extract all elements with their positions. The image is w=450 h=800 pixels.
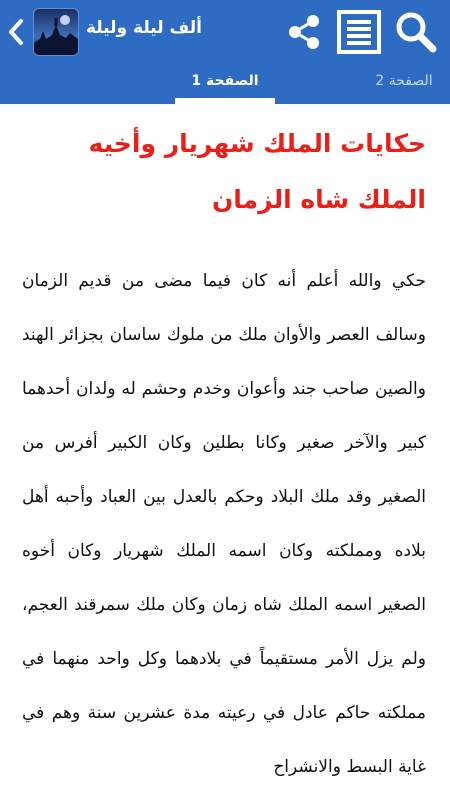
app-logo[interactable] — [34, 9, 78, 55]
tab-page-1[interactable]: الصفحة 1 — [191, 73, 259, 89]
page-tabs — [0, 64, 450, 104]
list-menu-icon[interactable] — [336, 9, 382, 55]
search-icon[interactable] — [392, 8, 440, 56]
article-heading: حكايات الملك شهريار وأخيه الملك شاه الزمان — [88, 129, 426, 214]
chevron-left-icon[interactable] — [6, 16, 26, 48]
app-title: ألف ليلة وليلة — [85, 18, 202, 38]
app-toolbar — [0, 0, 450, 64]
tab-page-2[interactable]: الصفحة 2 — [375, 73, 433, 89]
share-icon[interactable] — [283, 11, 325, 53]
article-content[interactable] — [0, 104, 450, 800]
article-body: حكي والله أعلم أنه كان فيما مضى من قديم الزمان وسالف العصر والأوان ملك من ملوك ساسان بجزائر الهند والصين صاحب جند وأعوان وخدم وحشم له ولدان أحدهما كبير والآخر صغير وكانا بطلين وكان الكبير أفرس من الصغير وقد ملك البلاد وحكم بالعدل بين العباد وأحبه أهل بلاده ومملكته وكان اسمه الملك شهريار وكان أخوه الصغير اسمه الملك شاه زمان وكان ملك سمرقند العجم، ولم يزل الأمر مستقيماً في بلادهما وكل واحد منهما في مملكته حاكم عادل في رعيته مدة عشرين سنة وهم في غاية البسط والانشراح — [22, 271, 426, 777]
